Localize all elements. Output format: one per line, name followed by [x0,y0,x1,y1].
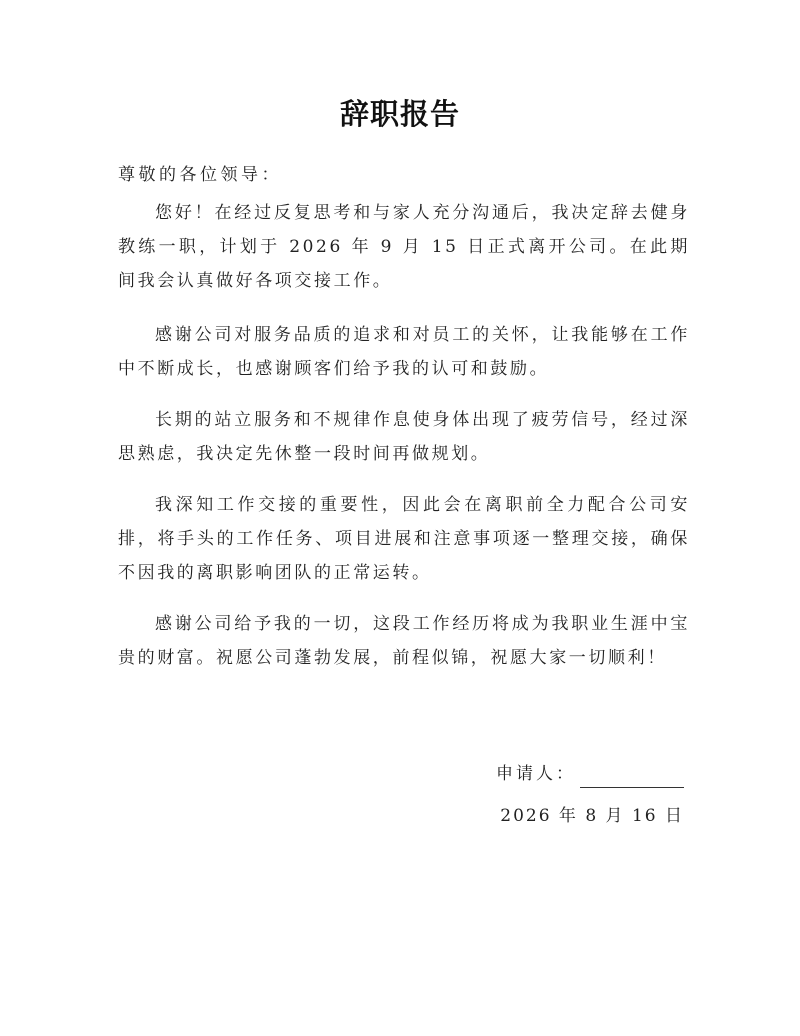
signature-line [580,765,684,788]
paragraph-2: 感谢公司对服务品质的追求和对员工的关怀，让我能够在工作中不断成长，也感谢顾客们给予我的认可和鼓励。 [118,325,690,379]
salutation: 尊敬的各位领导： [118,165,282,185]
paragraph-5: 感谢公司给予我的一切，这段工作经历将成为我职业生涯中宝贵的财富。祝愿公司蓬勃发展，前程似锦，祝愿大家一切顺利！ [118,614,690,668]
paragraph-4: 我深知工作交接的重要性，因此会在离职前全力配合公司安排，将手头的工作任务、项目进展和注意事项逐一整理交接，确保不因我的离职影响团队的正常运转。 [118,495,690,583]
document-title: 辞职报告 [339,97,460,131]
signature-block [496,760,684,788]
signature-label: 申请人： [496,764,576,784]
paragraph-1: 您好！在经过反复思考和与家人充分沟通后，我决定辞去健身教练一职，计划于 2026 年 9 月 15 日正式离开公司。在此期间我会认真做好各项交接工作。 [118,203,690,291]
letter-date: 2026 年 8 月 16 日 [500,806,684,826]
paragraph-3: 长期的站立服务和不规律作息使身体出现了疲劳信号，经过深思熟虑，我决定先休整一段时间再做规划。 [118,410,690,464]
